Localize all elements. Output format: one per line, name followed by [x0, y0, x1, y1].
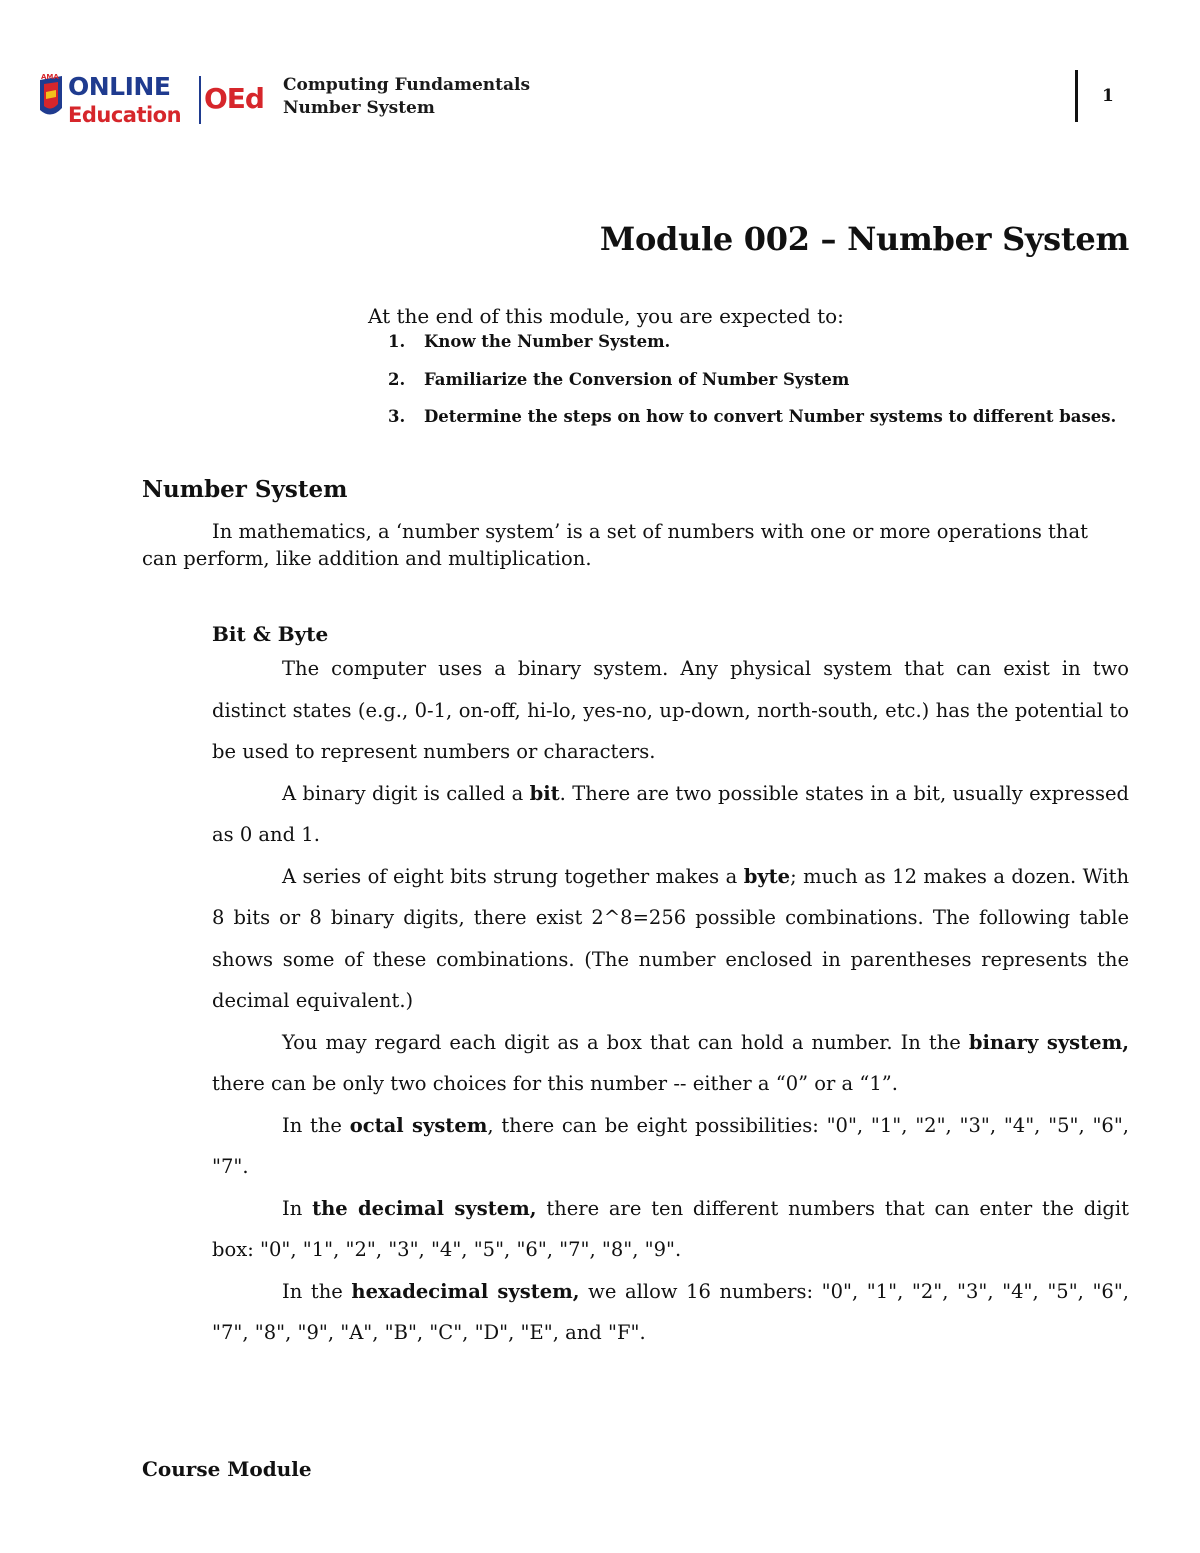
- section-intro-paragraph: In mathematics, a ‘number system’ is a set of numbers with one or more operations that can perform, like addition and multiplication.: [142, 520, 1088, 570]
- online-education-logo: [38, 70, 270, 128]
- page-number: 1: [1102, 86, 1114, 106]
- svg-text:OEd: OEd: [204, 82, 264, 115]
- footer-label: Course Module: [142, 1457, 312, 1481]
- objective-item: 2. Familiarize the Conversion of Number System: [388, 369, 850, 389]
- svg-text:ONLINE: ONLINE: [68, 72, 171, 101]
- course-topic: Number System: [283, 98, 435, 118]
- bit-byte-body: [212, 648, 1129, 1354]
- header-divider: [1075, 70, 1078, 122]
- paragraph: In the decimal system, there are ten different numbers that can enter the digit box: "0", "1", "2", "3", "4", "5", "6", "7", "8", "9".: [212, 1196, 1129, 1261]
- objective-item: 1. Know the Number System.: [388, 332, 671, 351]
- paragraph: A binary digit is called a bit. There are two possible states in a bit, usually expressed as 0 and 1.: [212, 781, 1129, 846]
- paragraph: You may regard each digit as a box that can hold a number. In the binary system, there can be only two choices for this number -- either a “0” or a “1”.: [212, 1030, 1129, 1095]
- paragraph: A series of eight bits strung together makes a byte; much as 12 makes a dozen. With 8 bits or 8 binary digits, there exist 2^8=256 possible combinations. The following table shows some of these combinations. (The number enclosed in parentheses represents the decimal equivalent.): [212, 864, 1130, 1012]
- paragraph: In the octal system, there can be eight possibilities: "0", "1", "2", "3", "4", "5", "6", "7".: [212, 1113, 1129, 1178]
- page-title: Module 002 – Number System: [599, 220, 1129, 258]
- objectives-list: [388, 332, 1116, 445]
- section-heading: Number System: [142, 476, 348, 503]
- objectives-intro: At the end of this module, you are expected to:: [368, 304, 844, 328]
- header-course-info: [283, 74, 530, 120]
- svg-text:AMA: AMA: [41, 73, 59, 81]
- objective-item: 3. Determine the steps on how to convert Number systems to different bases.: [388, 407, 1117, 426]
- subsection-heading: Bit & Byte: [212, 622, 329, 646]
- paragraph: In the hexadecimal system, we allow 16 numbers: "0", "1", "2", "3", "4", "5", "6", "7", "8", "9", "A", "B", "C", "D", "E", and "F".: [212, 1279, 1129, 1344]
- paragraph: The computer uses a binary system. Any physical system that can exist in two distinct states (e.g., 0-1, on-off, hi-lo, yes-no, up-down, north-south, etc.) has the potential to be used to represent numbers or characters.: [212, 657, 1129, 763]
- svg-text:Education: Education: [68, 103, 182, 127]
- course-title: Computing Fundamentals: [283, 75, 531, 95]
